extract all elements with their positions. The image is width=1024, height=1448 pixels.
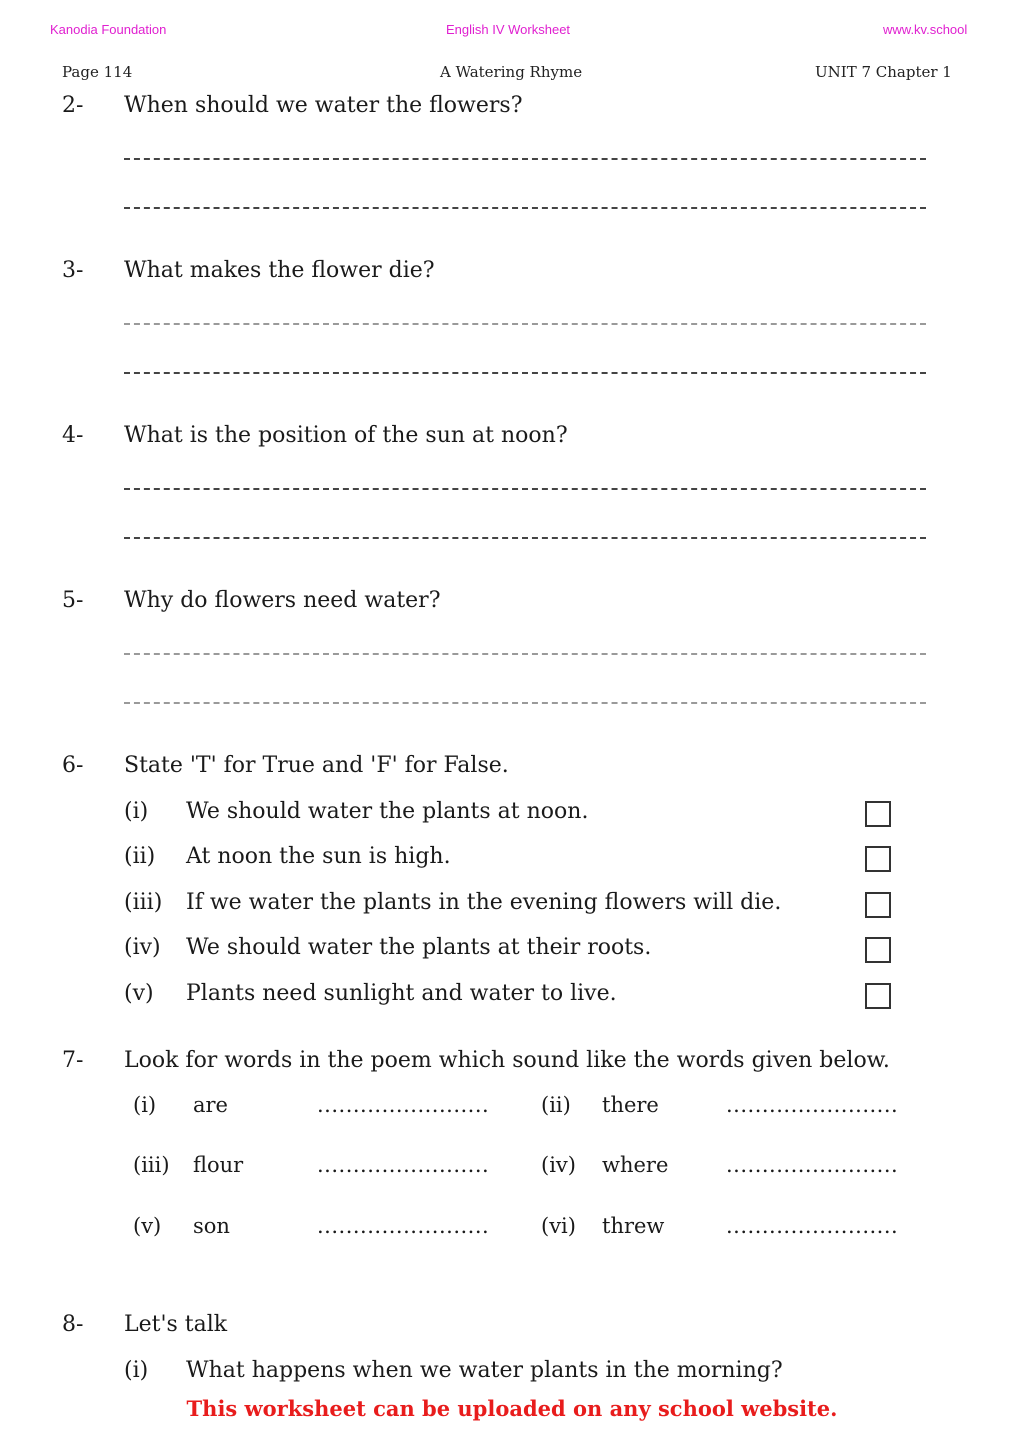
question-number: 2- [62, 93, 84, 118]
true-false-item [0, 844, 1024, 874]
foundation-name: Kanodia Foundation [50, 22, 167, 37]
page-number: Page 114 [62, 63, 133, 81]
given-word: threw [602, 1214, 665, 1238]
question-number: 3- [62, 258, 84, 283]
true-false-item [0, 890, 1024, 920]
page-title: A Watering Rhyme [440, 63, 583, 81]
answer-blank[interactable]: ........................ [317, 1093, 490, 1117]
item-number: (iv) [124, 935, 161, 960]
answer-blank[interactable]: ........................ [726, 1214, 899, 1238]
question-number: 5- [62, 588, 84, 613]
answer-line[interactable] [124, 158, 926, 160]
question-text: State 'T' for True and 'F' for False. [124, 753, 509, 778]
question-number: 8- [62, 1312, 84, 1337]
true-false-item [0, 799, 1024, 829]
talk-item [0, 1358, 1024, 1388]
answer-line[interactable] [124, 372, 926, 374]
answer-checkbox[interactable] [865, 937, 891, 963]
answer-line[interactable] [124, 207, 926, 209]
item-number: (iv) [541, 1153, 576, 1177]
answer-line[interactable] [124, 488, 926, 490]
rhyme-row [0, 1093, 1024, 1123]
rhyme-row [0, 1153, 1024, 1183]
item-number: (ii) [124, 844, 156, 869]
answer-line[interactable] [124, 653, 926, 655]
item-number: (i) [133, 1093, 157, 1117]
question-number: 7- [62, 1048, 84, 1073]
answer-checkbox[interactable] [865, 801, 891, 827]
given-word: there [602, 1093, 659, 1117]
true-false-item [0, 935, 1024, 965]
true-false-item [0, 981, 1024, 1011]
question-text: Let's talk [124, 1312, 228, 1337]
given-word: flour [193, 1153, 244, 1177]
top-header [0, 22, 1024, 40]
given-word: are [193, 1093, 228, 1117]
answer-blank[interactable]: ........................ [317, 1153, 490, 1177]
question-number: 4- [62, 423, 84, 448]
answer-blank[interactable]: ........................ [726, 1093, 899, 1117]
question-text: Why do flowers need water? [124, 588, 441, 613]
talk-question-text: What happens when we water plants in the morning? [186, 1358, 783, 1383]
answer-blank[interactable]: ........................ [317, 1214, 490, 1238]
item-number: (i) [124, 1358, 149, 1383]
answer-checkbox[interactable] [865, 846, 891, 872]
statement-text: If we water the plants in the evening flowers will die. [186, 890, 782, 915]
rhyme-row [0, 1214, 1024, 1244]
answer-line[interactable] [124, 323, 926, 325]
unit-chapter: UNIT 7 Chapter 1 [815, 63, 952, 81]
item-number: (v) [124, 981, 154, 1006]
question-text: What makes the flower die? [124, 258, 435, 283]
worksheet-name: English IV Worksheet [446, 22, 571, 37]
website-link[interactable]: www.kv.school [883, 22, 968, 37]
question-text: What is the position of the sun at noon? [124, 423, 568, 448]
item-number: (i) [124, 799, 149, 824]
answer-line[interactable] [124, 702, 926, 704]
page-header [0, 63, 1024, 83]
answer-blank[interactable]: ........................ [726, 1153, 899, 1177]
given-word: son [193, 1214, 230, 1238]
statement-text: We should water the plants at noon. [186, 799, 589, 824]
answer-line[interactable] [124, 537, 926, 539]
question-text: When should we water the flowers? [124, 93, 523, 118]
statement-text: At noon the sun is high. [186, 844, 451, 869]
statement-text: Plants need sunlight and water to live. [186, 981, 617, 1006]
given-word: where [602, 1153, 669, 1177]
answer-checkbox[interactable] [865, 892, 891, 918]
footer-notice: This worksheet can be uploaded on any school website. [186, 1396, 838, 1421]
item-number: (ii) [541, 1093, 571, 1117]
item-number: (iii) [133, 1153, 170, 1177]
question-text: Look for words in the poem which sound like the words given below. [124, 1048, 890, 1073]
statement-text: We should water the plants at their roots. [186, 935, 652, 960]
question-number: 6- [62, 753, 84, 778]
item-number: (vi) [541, 1214, 576, 1238]
item-number: (v) [133, 1214, 162, 1238]
answer-checkbox[interactable] [865, 983, 891, 1009]
item-number: (iii) [124, 890, 163, 915]
